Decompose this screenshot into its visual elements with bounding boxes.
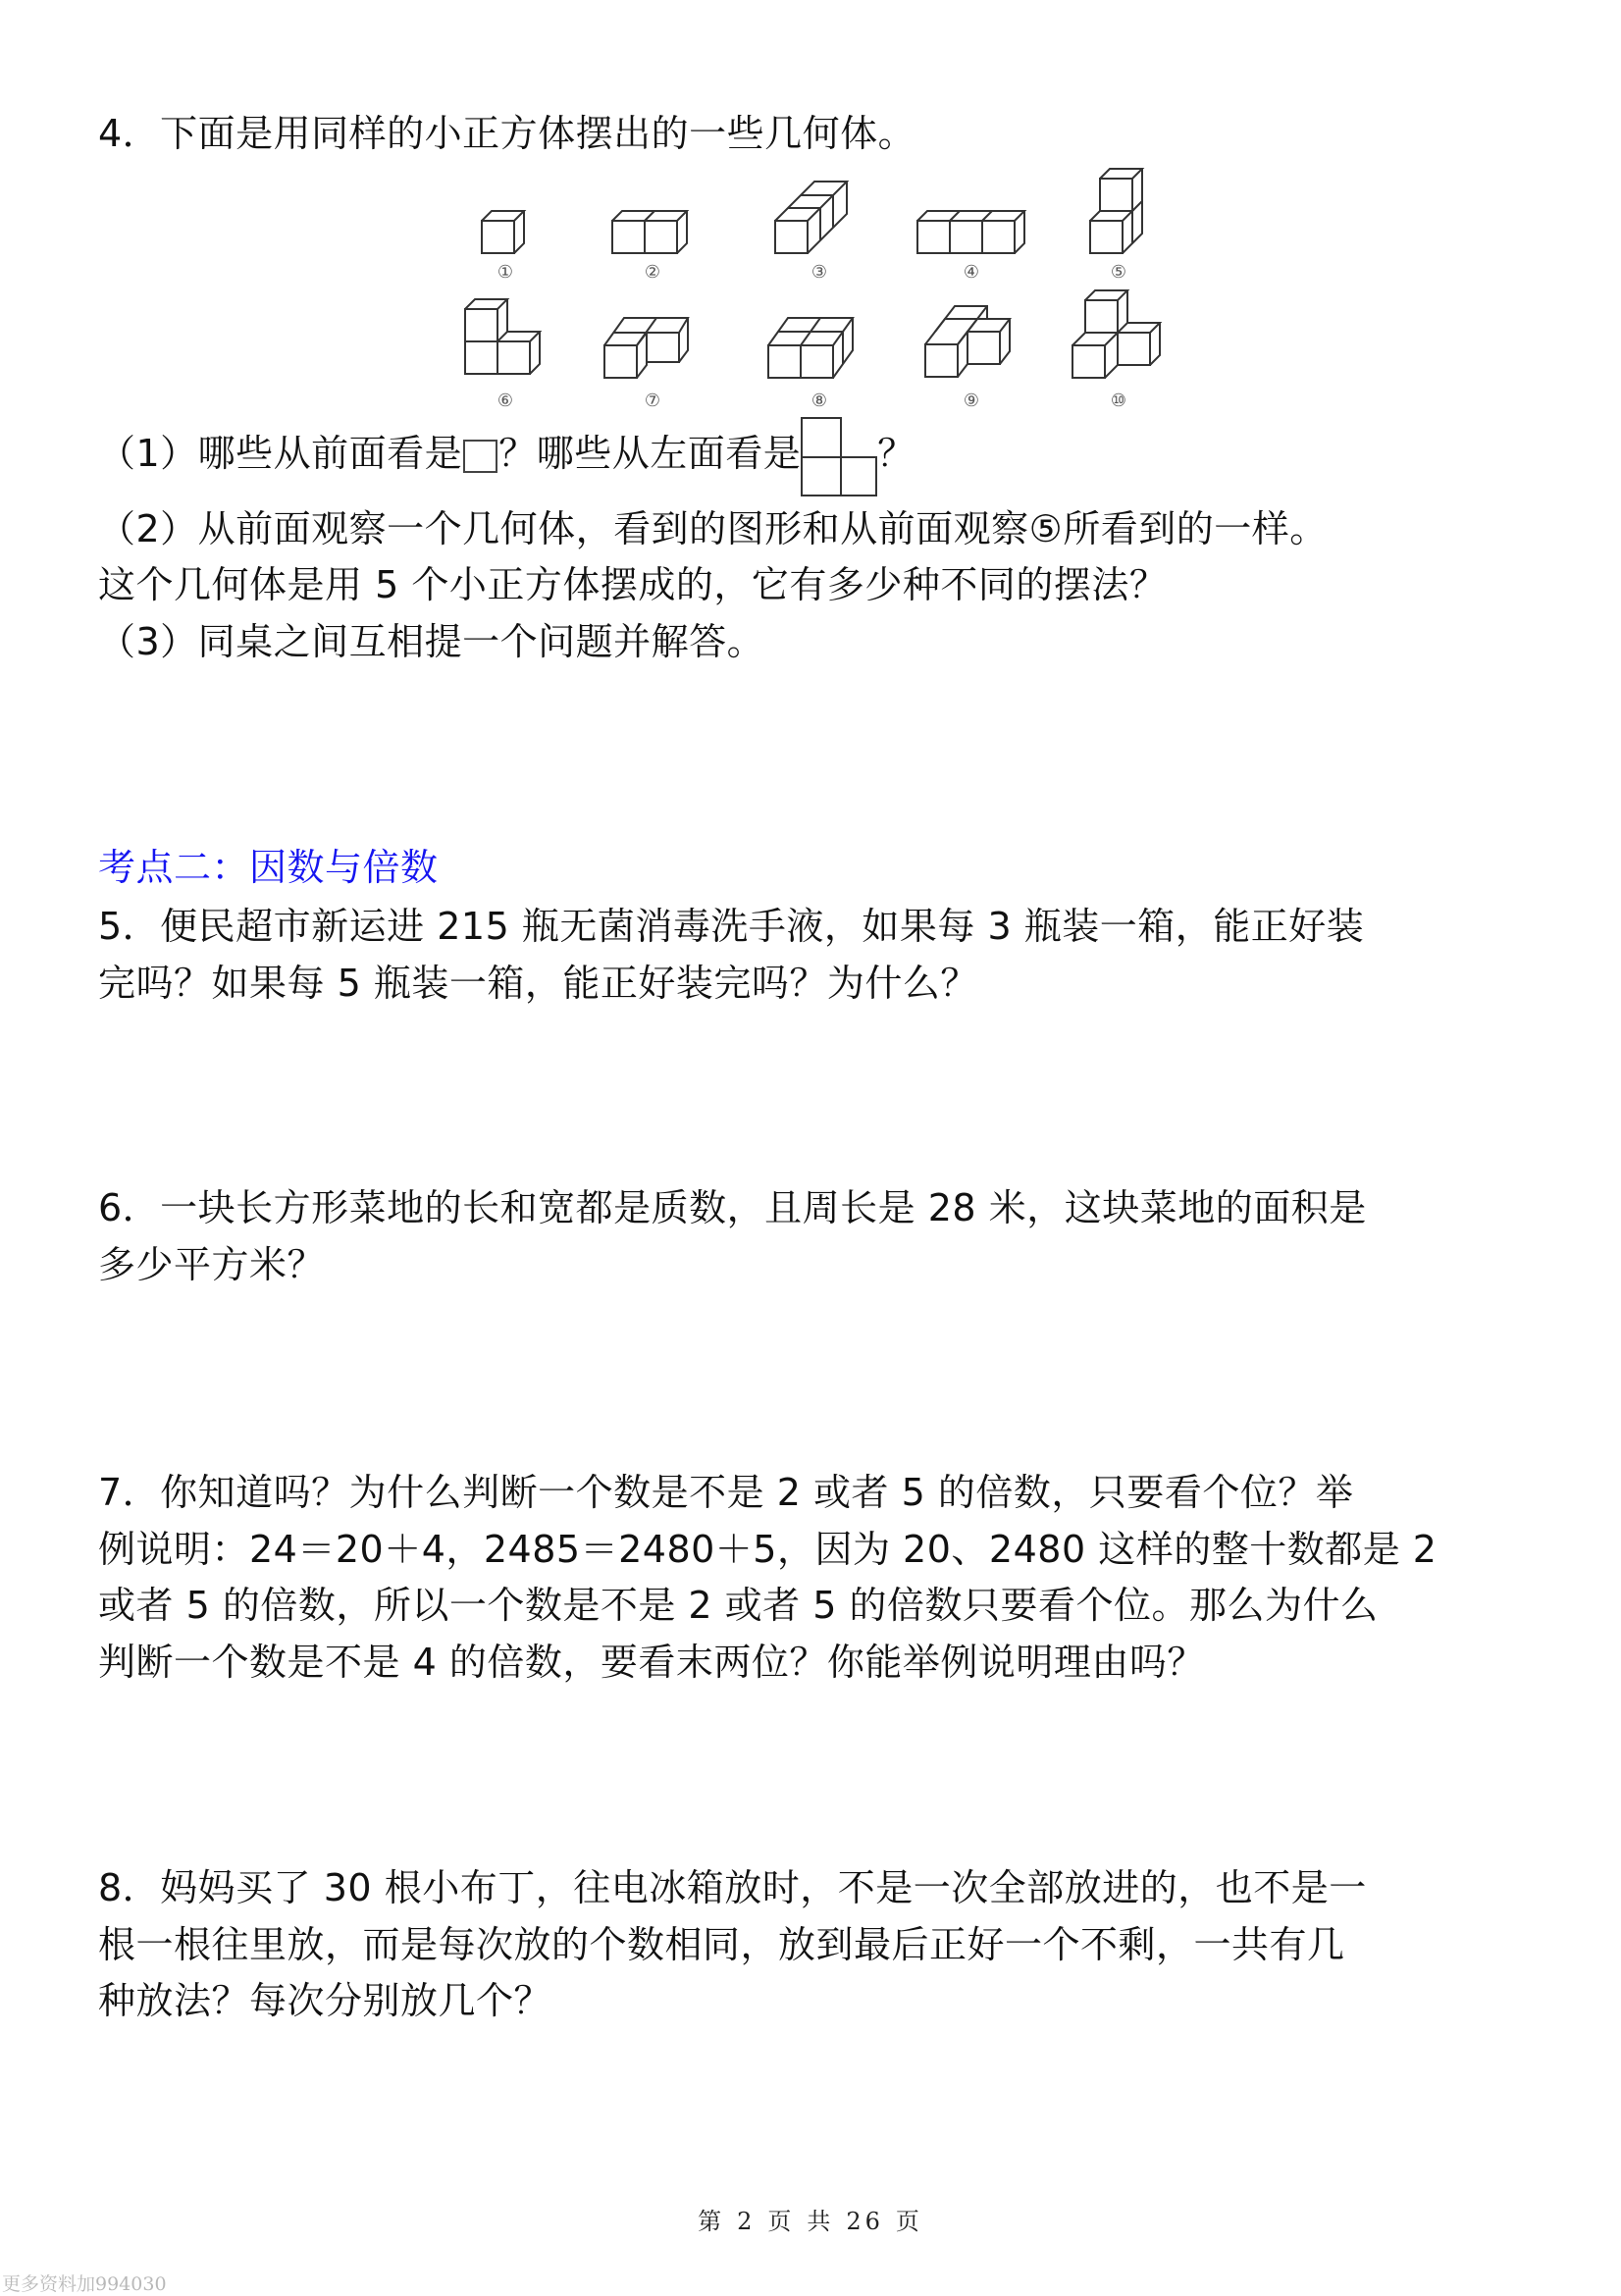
figure-label-1: ① <box>497 262 514 283</box>
cube-figure-7 <box>603 316 692 385</box>
question-7-line-3: 或者 5 的倍数，所以一个数是不是 2 或者 5 的倍数只要看个位。那么为什么 <box>98 1584 1379 1627</box>
front-view-square-icon <box>463 440 497 473</box>
question-7-line-1: 7．你知道吗？为什么判断一个数是不是 2 或者 5 的倍数，只要看个位？举 <box>98 1471 1354 1514</box>
figure-label-8: ⑧ <box>810 391 828 411</box>
question-5-line-1: 5．便民超市新运进 215 瓶无菌消毒洗手液，如果每 3 瓶装一箱，能正好装 <box>98 905 1365 948</box>
page-footer <box>0 2202 1621 2236</box>
figure-label-6: ⑥ <box>497 391 514 411</box>
question-8-line-2: 根一根往里放，而是每次放的个数相同，放到最后正好一个不剩，一共有几 <box>98 1923 1345 1966</box>
figure-label-3: ③ <box>810 262 828 283</box>
sub1-text-part2: ？哪些从左面看是 <box>498 432 802 475</box>
figure-label-5: ⑤ <box>1110 262 1127 283</box>
figure-label-10: ⑩ <box>1110 391 1127 411</box>
question-4-sub-2-line-1: （2）从前面观察一个几何体，看到的图形和从前面观察⑤所看到的一样。 <box>98 507 1328 550</box>
question-8-line-3: 种放法？每次分别放几个？ <box>98 1979 552 2022</box>
left-view-l-shape-icon <box>801 433 877 480</box>
question-7-line-2: 例说明：24＝20＋4，2485＝2480＋5，因为 20、2480 这样的整十数都是 2 <box>98 1528 1438 1571</box>
cube-figure-9 <box>924 304 1018 383</box>
question-4-title: 4．下面是用同样的小正方体摆出的一些几何体。 <box>98 112 916 155</box>
footer-page-word: 页 <box>767 2208 796 2235</box>
question-6-line-2: 多少平方米？ <box>98 1243 326 1286</box>
footer-total-pages: 26 <box>846 2208 884 2235</box>
section-heading: 考点二：因数与倍数 <box>98 846 439 889</box>
cube-figure-6 <box>464 296 552 380</box>
footer-suffix: 页 <box>895 2208 923 2235</box>
cube-figure-1 <box>481 201 530 260</box>
question-4-sub-2-line-2: 这个几何体是用 5 个小正方体摆成的，它有多少种不同的摆法？ <box>98 563 1168 606</box>
cube-drawing-icon <box>481 201 530 260</box>
question-8-line-1: 8．妈妈买了 30 根小布丁，往电冰箱放时，不是一次全部放进的，也不是一 <box>98 1866 1367 1909</box>
sub1-text-part1: （1）哪些从前面看是 <box>98 432 463 475</box>
footer-prefix: 第 <box>698 2208 726 2235</box>
cube-figure-5 <box>1089 167 1148 260</box>
question-4-sub-3: （3）同桌之间互相提一个问题并解答。 <box>98 620 765 663</box>
figure-label-9: ⑨ <box>963 391 980 411</box>
footer-total-word: 共 <box>807 2208 835 2235</box>
question-7-line-4: 判断一个数是不是 4 的倍数，要看末两位？你能举例说明理由吗？ <box>98 1641 1205 1684</box>
cube-figure-8 <box>767 316 865 385</box>
footer-page-number: 2 <box>737 2208 757 2235</box>
question-4-sub-1 <box>98 430 915 480</box>
figure-label-2: ② <box>644 262 661 283</box>
cube-figure-4 <box>916 201 1029 260</box>
question-5-line-2: 完吗？如果每 5 瓶装一箱，能正好装完吗？为什么？ <box>98 962 978 1005</box>
watermark-text: 更多资料加994030 <box>2 2273 167 2295</box>
cube-figure-3 <box>774 182 863 260</box>
figure-label-7: ⑦ <box>644 391 661 411</box>
cube-figure-10 <box>1072 287 1165 381</box>
figure-label-4: ④ <box>963 262 980 283</box>
sub1-text-part3: ？ <box>877 432 915 475</box>
question-6-line-1: 6．一块长方形菜地的长和宽都是质数，且周长是 28 米，这块菜地的面积是 <box>98 1186 1367 1229</box>
cube-figure-2 <box>611 201 694 260</box>
